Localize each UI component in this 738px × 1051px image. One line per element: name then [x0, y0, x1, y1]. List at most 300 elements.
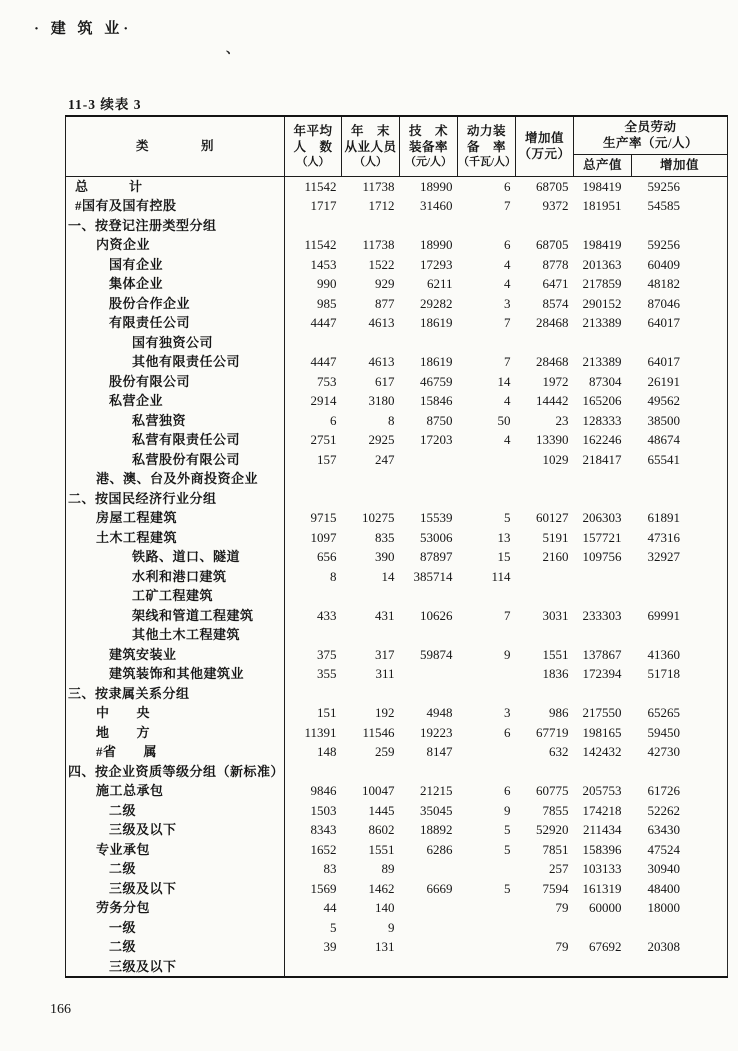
- cell-value: [285, 625, 342, 645]
- cell-value: 985: [317, 295, 337, 311]
- row-label: 其他有限责任公司: [66, 352, 285, 372]
- header-line: 动力装: [466, 123, 506, 138]
- cell-value: 60000: [589, 900, 622, 915]
- cell-value: [516, 625, 574, 645]
- row-label: 私营企业: [66, 391, 285, 411]
- cell-value: 8602: [368, 822, 395, 837]
- cell-value: 61726: [647, 783, 681, 798]
- cell-value: 51718: [647, 666, 681, 681]
- table-row: [66, 918, 728, 938]
- cell-value: 87897: [420, 549, 453, 564]
- cell-value: [632, 469, 728, 489]
- table-row: [66, 469, 728, 489]
- row-label: 二级: [66, 937, 285, 957]
- cell-value: 89: [381, 861, 395, 876]
- cell-value: 174218: [582, 802, 622, 818]
- cell-value: 109756: [582, 549, 622, 564]
- cell-value: 4613: [368, 354, 395, 369]
- cell-value: [632, 684, 728, 704]
- cell-value: 1445: [368, 802, 395, 818]
- cell-value: 8147: [426, 744, 453, 759]
- cell-value: 990: [317, 276, 337, 291]
- table-row: [66, 528, 728, 548]
- cell-value: 9372: [542, 198, 569, 213]
- cell-value: 317: [375, 646, 395, 662]
- cell-value: 172394: [582, 666, 622, 681]
- cell-value: 11542: [304, 178, 337, 194]
- cell-value: 213389: [582, 354, 622, 369]
- cell-value: [458, 918, 516, 938]
- row-label: 专业承包: [66, 840, 285, 860]
- cell-value: 49562: [647, 393, 681, 408]
- cell-value: 218417: [582, 451, 622, 467]
- table-caption: 11-3 续表 3: [68, 97, 142, 112]
- cell-value: 198419: [582, 178, 622, 194]
- header-line: 年 末: [350, 123, 390, 138]
- table-row: [66, 294, 728, 314]
- cell-value: [285, 489, 342, 509]
- row-label: 施工总承包: [66, 781, 285, 801]
- cell-value: 60409: [647, 256, 681, 272]
- col-header-yearend-staff: [342, 116, 400, 176]
- cell-value: 8778: [542, 256, 569, 272]
- cell-value: 656: [317, 549, 337, 564]
- cell-value: [400, 469, 458, 489]
- cell-value: 18619: [420, 315, 453, 330]
- cell-value: [458, 742, 516, 762]
- table-row: [66, 430, 728, 450]
- cell-value: 4: [504, 276, 511, 291]
- cell-value: [342, 684, 400, 704]
- cell-value: 142432: [582, 744, 622, 759]
- table-row: [66, 450, 728, 470]
- cell-value: [342, 625, 400, 645]
- cell-value: 1717: [310, 198, 337, 213]
- cell-value: [400, 859, 458, 879]
- cell-value: [400, 918, 458, 938]
- row-label: 土木工程建筑: [66, 528, 285, 548]
- row-label: 股份合作企业: [66, 294, 285, 314]
- cell-value: [574, 567, 632, 587]
- table-header: [66, 116, 728, 176]
- cell-value: 6: [330, 412, 337, 428]
- cell-value: 8343: [310, 822, 337, 837]
- cell-value: [516, 957, 574, 978]
- cell-value: 47316: [647, 529, 681, 545]
- cell-value: 247: [375, 451, 395, 467]
- cell-value: 3: [504, 295, 511, 311]
- cell-value: 8: [388, 412, 395, 428]
- cell-value: 206303: [582, 510, 622, 525]
- row-label: 三级及以下: [66, 879, 285, 899]
- cell-value: [400, 762, 458, 782]
- cell-value: 59874: [420, 646, 453, 662]
- col-header-avg-persons: [285, 116, 342, 176]
- cell-value: 2925: [368, 432, 395, 447]
- table-row: [66, 216, 728, 236]
- cell-value: [516, 333, 574, 353]
- cell-value: 17293: [420, 256, 453, 272]
- cell-value: 6: [504, 237, 511, 252]
- cell-value: 11542: [304, 237, 337, 252]
- cell-value: 390: [375, 549, 395, 564]
- cell-value: 59256: [647, 237, 681, 252]
- cell-value: 157721: [582, 529, 622, 545]
- row-label: 总 计: [66, 176, 285, 196]
- cell-value: 355: [317, 666, 337, 681]
- table-row: [66, 372, 728, 392]
- cell-value: 198419: [582, 237, 622, 252]
- cell-value: 4: [504, 432, 511, 447]
- table-row: [66, 274, 728, 294]
- cell-value: 31460: [420, 198, 453, 213]
- cell-value: [400, 489, 458, 509]
- cell-value: [285, 957, 342, 978]
- cell-value: [574, 684, 632, 704]
- cell-value: [400, 216, 458, 236]
- cell-value: 433: [317, 607, 337, 623]
- col-header-power-equipment-rate: [458, 116, 516, 176]
- cell-value: [632, 489, 728, 509]
- cell-value: 68705: [536, 178, 569, 194]
- cell-value: 4447: [310, 354, 337, 369]
- cell-value: [516, 586, 574, 606]
- cell-value: [632, 586, 728, 606]
- cell-value: [342, 489, 400, 509]
- row-label: 工矿工程建筑: [66, 586, 285, 606]
- cell-value: 39: [323, 939, 337, 954]
- cell-value: [342, 216, 400, 236]
- cell-value: 1097: [310, 529, 337, 545]
- col-header-labor-productivity-group: [574, 116, 728, 154]
- cell-value: [285, 684, 342, 704]
- table-row: [66, 411, 728, 431]
- row-label: 三、按隶属关系分组: [66, 684, 285, 704]
- table-row: [66, 255, 728, 275]
- cell-value: 35045: [420, 802, 453, 818]
- cell-value: 1836: [542, 666, 569, 681]
- cell-value: 385714: [413, 568, 453, 584]
- table-row: [66, 781, 728, 801]
- cell-value: [574, 216, 632, 236]
- header-line: （人）: [296, 156, 330, 169]
- cell-value: 157: [317, 451, 337, 467]
- cell-value: 181951: [582, 198, 622, 213]
- cell-value: [458, 489, 516, 509]
- header-line: 备 率: [466, 140, 506, 155]
- cell-value: 14: [381, 568, 395, 584]
- cell-value: 15: [497, 549, 511, 564]
- cell-value: 2751: [310, 432, 337, 447]
- cell-value: [574, 586, 632, 606]
- header-line: （万元）: [518, 147, 571, 162]
- table-row: [66, 567, 728, 587]
- cell-value: 48182: [647, 276, 681, 291]
- cell-value: 87304: [589, 373, 622, 389]
- cell-value: 1551: [368, 841, 395, 857]
- cell-value: 632: [549, 744, 569, 759]
- table-row: [66, 235, 728, 255]
- cell-value: 9: [388, 919, 395, 935]
- cell-value: [400, 957, 458, 978]
- cell-value: 63430: [647, 822, 681, 837]
- cell-value: 18990: [420, 237, 453, 252]
- row-label: 铁路、道口、隧道: [66, 547, 285, 567]
- table-row: [66, 937, 728, 957]
- cell-value: 1712: [368, 198, 395, 213]
- cell-value: [458, 898, 516, 918]
- cell-value: 2160: [542, 549, 569, 564]
- row-label: 私营独资: [66, 411, 285, 431]
- cell-value: 151: [317, 705, 337, 720]
- row-label: 地 方: [66, 723, 285, 743]
- row-label: 国有企业: [66, 255, 285, 275]
- row-label: 港、澳、台及外商投资企业: [66, 469, 285, 489]
- cell-value: 4613: [368, 315, 395, 330]
- cell-value: 375: [317, 646, 337, 662]
- cell-value: [400, 664, 458, 684]
- cell-value: 158396: [582, 841, 622, 857]
- cell-value: [516, 762, 574, 782]
- cell-value: 59450: [647, 724, 681, 740]
- cell-value: [400, 937, 458, 957]
- cell-value: 233303: [582, 607, 622, 623]
- row-label: #国有及国有控股: [66, 196, 285, 216]
- cell-value: [400, 898, 458, 918]
- cell-value: [342, 957, 400, 978]
- row-label: 三级及以下: [66, 957, 285, 978]
- statistics-table: [65, 115, 728, 978]
- cell-value: 140: [375, 900, 395, 915]
- col-header-category: [66, 116, 285, 176]
- cell-value: [285, 586, 342, 606]
- row-label: 一、按登记注册类型分组: [66, 216, 285, 236]
- cell-value: 28468: [536, 315, 569, 330]
- cell-value: 3031: [542, 607, 569, 623]
- col-header-tech-equipment-rate: [400, 116, 458, 176]
- row-label: 二级: [66, 801, 285, 821]
- cell-value: [516, 684, 574, 704]
- table-row: [66, 333, 728, 353]
- header-line: 技 术: [408, 123, 448, 138]
- col-header-category-text: 类 别: [135, 139, 214, 154]
- cell-value: 64017: [647, 354, 681, 369]
- cell-value: 14442: [536, 393, 569, 408]
- cell-value: [574, 469, 632, 489]
- table-row: [66, 820, 728, 840]
- cell-value: 83: [323, 861, 337, 876]
- row-label: 内资企业: [66, 235, 285, 255]
- cell-value: 986: [549, 705, 569, 720]
- cell-value: 11546: [362, 724, 395, 740]
- cell-value: 1503: [310, 802, 337, 818]
- row-label: 二级: [66, 859, 285, 879]
- cell-value: 64017: [647, 315, 681, 330]
- table-row: [66, 645, 728, 665]
- cell-value: 32927: [647, 549, 681, 564]
- table-row: [66, 606, 728, 626]
- table-body: [66, 176, 728, 977]
- table-row: [66, 176, 728, 196]
- cell-value: [458, 684, 516, 704]
- cell-value: 7: [504, 607, 511, 623]
- cell-value: [516, 469, 574, 489]
- cell-value: [458, 625, 516, 645]
- cell-value: [632, 957, 728, 978]
- cell-value: 9715: [310, 510, 337, 525]
- cell-value: [400, 333, 458, 353]
- cell-value: [458, 333, 516, 353]
- cell-value: 18000: [647, 900, 681, 915]
- cell-value: 9: [504, 646, 511, 662]
- cell-value: 165206: [582, 393, 622, 408]
- cell-value: 15846: [420, 393, 453, 408]
- cell-value: [458, 762, 516, 782]
- cell-value: 79: [555, 900, 569, 915]
- cell-value: 42730: [647, 744, 681, 759]
- cell-value: 60775: [536, 783, 569, 798]
- cell-value: [632, 216, 728, 236]
- row-label: 私营股份有限公司: [66, 450, 285, 470]
- cell-value: 877: [375, 295, 395, 311]
- cell-value: [400, 450, 458, 470]
- table-row: [66, 859, 728, 879]
- cell-value: 8750: [426, 412, 453, 428]
- table-row: [66, 742, 728, 762]
- row-label: 中 央: [66, 703, 285, 723]
- cell-value: [632, 333, 728, 353]
- cell-value: 61891: [647, 510, 681, 525]
- cell-value: 38500: [647, 412, 681, 428]
- header-line: 增加值: [524, 131, 564, 145]
- cell-value: 67692: [589, 939, 622, 954]
- table-row: [66, 762, 728, 782]
- row-label: 二、按国民经济行业分组: [66, 489, 285, 509]
- cell-value: [458, 664, 516, 684]
- table-row: [66, 196, 728, 216]
- cell-value: 65541: [647, 451, 681, 467]
- cell-value: 48400: [647, 880, 681, 896]
- cell-value: 52920: [536, 822, 569, 837]
- row-label: 私营有限责任公司: [66, 430, 285, 450]
- cell-value: 217859: [582, 276, 622, 291]
- cell-value: 29282: [420, 295, 453, 311]
- cell-value: 10047: [362, 783, 395, 798]
- cell-value: 11391: [304, 724, 337, 740]
- cell-value: [574, 489, 632, 509]
- cell-value: [574, 957, 632, 978]
- cell-value: [574, 333, 632, 353]
- cell-value: [574, 918, 632, 938]
- row-label: 集体企业: [66, 274, 285, 294]
- table-row: [66, 684, 728, 704]
- row-label: #省 属: [66, 742, 285, 762]
- cell-value: 14: [497, 373, 511, 389]
- cell-value: [458, 957, 516, 978]
- cell-value: 47524: [647, 841, 681, 857]
- cell-value: 5: [330, 919, 337, 935]
- cell-value: 11738: [362, 237, 395, 252]
- cell-value: [458, 216, 516, 236]
- cell-value: 5: [504, 880, 511, 896]
- cell-value: 7: [504, 354, 511, 369]
- cell-value: [342, 586, 400, 606]
- cell-value: [285, 762, 342, 782]
- cell-value: [400, 586, 458, 606]
- cell-value: [516, 567, 574, 587]
- cell-value: [574, 762, 632, 782]
- cell-value: 68705: [536, 237, 569, 252]
- cell-value: [458, 859, 516, 879]
- cell-value: [516, 216, 574, 236]
- table-row: [66, 313, 728, 333]
- cell-value: [342, 333, 400, 353]
- table-row: [66, 703, 728, 723]
- table-row: [66, 664, 728, 684]
- page-number: 166: [50, 1002, 71, 1017]
- table-row: [66, 586, 728, 606]
- cell-value: 18990: [420, 178, 453, 194]
- cell-value: 4948: [426, 705, 453, 720]
- col-header-value-added: [516, 116, 574, 176]
- table-row: [66, 352, 728, 372]
- cell-value: 59256: [647, 178, 681, 194]
- row-label: 其他土木工程建筑: [66, 625, 285, 645]
- cell-value: [400, 684, 458, 704]
- cell-value: [342, 469, 400, 489]
- cell-value: 6286: [426, 841, 453, 857]
- cell-value: 929: [375, 276, 395, 291]
- row-label: 股份有限公司: [66, 372, 285, 392]
- row-label: 有限责任公司: [66, 313, 285, 333]
- cell-value: [632, 762, 728, 782]
- cell-value: 4: [504, 393, 511, 408]
- cell-value: 7851: [542, 841, 569, 857]
- cell-value: 5: [504, 822, 511, 837]
- cell-value: 753: [317, 373, 337, 389]
- cell-value: [285, 333, 342, 353]
- row-label: 三级及以下: [66, 820, 285, 840]
- cell-value: [458, 586, 516, 606]
- cell-value: 162246: [582, 432, 622, 447]
- cell-value: [458, 450, 516, 470]
- cell-value: 213389: [582, 315, 622, 330]
- chapter-heading: · 建 筑 业·: [34, 21, 133, 37]
- cell-value: 1569: [310, 880, 337, 896]
- cell-value: 6: [504, 724, 511, 740]
- header-line: （千瓦/人）: [458, 156, 517, 169]
- cell-value: 114: [491, 568, 511, 584]
- row-label: 架线和管道工程建筑: [66, 606, 285, 626]
- cell-value: 7: [504, 315, 511, 330]
- cell-value: 9: [504, 802, 511, 818]
- cell-value: 7855: [542, 802, 569, 818]
- cell-value: 53006: [420, 529, 453, 545]
- row-label: 国有独资公司: [66, 333, 285, 353]
- header-line: 装备率: [408, 140, 448, 155]
- cell-value: 198165: [582, 724, 622, 740]
- header-line: 全员劳动: [624, 120, 677, 134]
- row-label: 水利和港口建筑: [66, 567, 285, 587]
- cell-value: 10275: [362, 510, 395, 525]
- cell-value: 5: [504, 841, 511, 857]
- cell-value: 67719: [536, 724, 569, 740]
- cell-value: 6: [504, 783, 511, 798]
- cell-value: 41360: [647, 646, 681, 662]
- cell-value: [285, 216, 342, 236]
- cell-value: 79: [555, 939, 569, 954]
- cell-value: 1551: [542, 646, 569, 662]
